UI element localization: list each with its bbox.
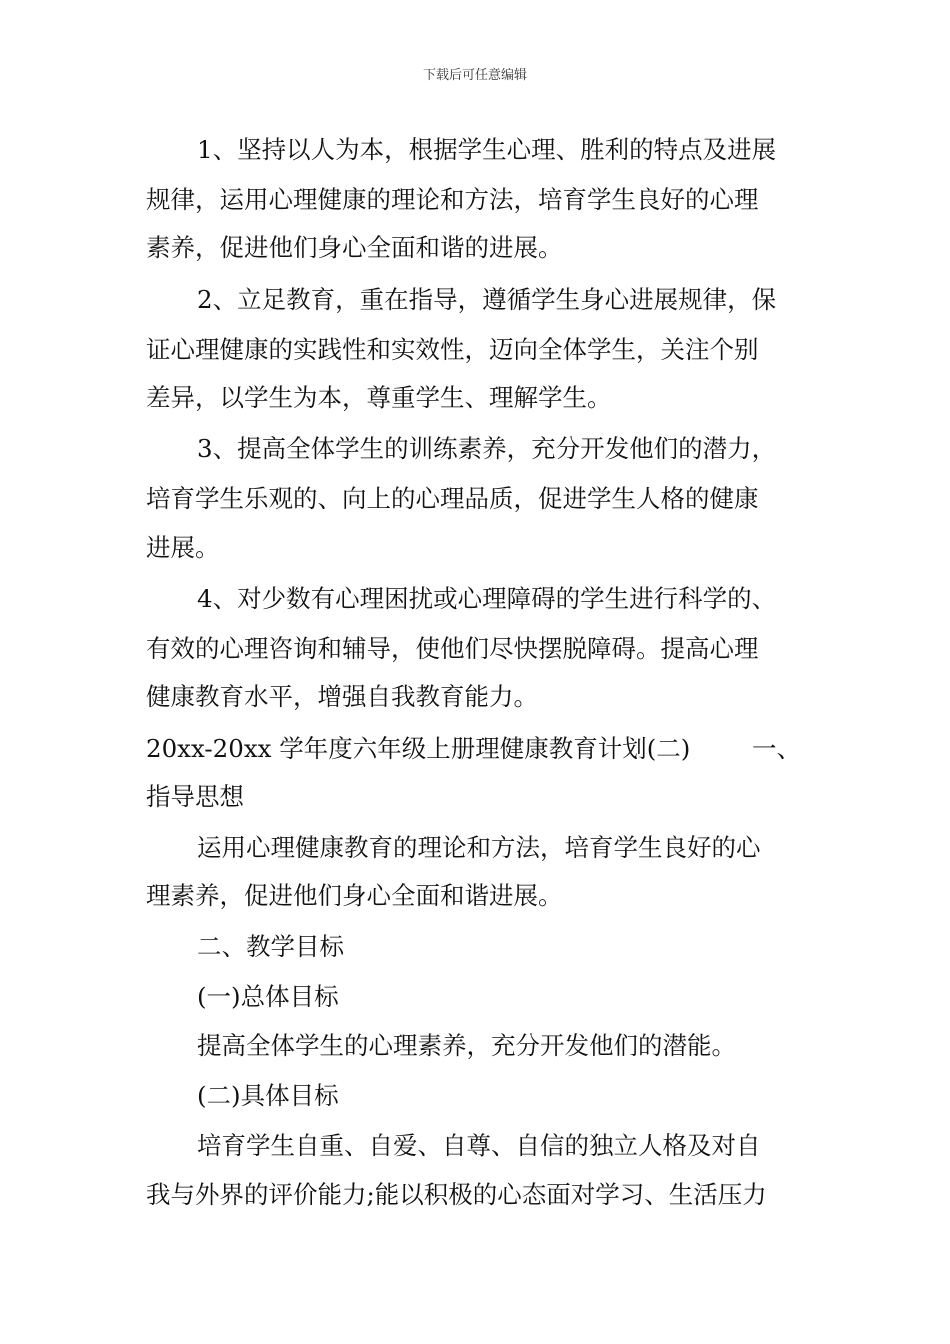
section-title: 20xx-20xx 学年度六年级上册理健康教育计划(二) <box>146 734 691 763</box>
section-heading: 二、教学目标 <box>197 932 344 961</box>
paragraph-line: 培育学生自重、自爱、自尊、自信的独立人格及对自 <box>197 1131 761 1160</box>
paragraph-line: 证心理健康的实践性和实效性，迈向全体学生，关注个别 <box>146 335 759 364</box>
paragraph-line: 我与外界的评价能力;能以积极的心态面对学习、生活压力 <box>146 1180 767 1209</box>
paragraph-line: 3、提高全体学生的训练素养，充分开发他们的潜力， <box>197 434 777 463</box>
paragraph-line: 培育学生乐观的、向上的心理品质，促进学生人格的健康 <box>146 484 759 513</box>
section-number: 一、 <box>752 734 801 763</box>
paragraph-line: 理素养，促进他们身心全面和谐进展。 <box>146 881 563 910</box>
subsection-heading: (一)总体目标 <box>197 982 339 1011</box>
paragraph-line: 规律，运用心理健康的理论和方法，培育学生良好的心理 <box>146 185 759 214</box>
paragraph-line: 1、坚持以人为本，根据学生心理、胜利的特点及进展 <box>197 135 777 164</box>
paragraph-line: 2、立足教育，重在指导，遵循学生身心进展规律，保 <box>197 285 777 314</box>
paragraph-line: 有效的心理咨询和辅导，使他们尽快摆脱障碍。提高心理 <box>146 634 759 663</box>
paragraph-line: 进展。 <box>146 533 220 562</box>
page-header: 下载后可任意编辑 <box>422 68 527 83</box>
paragraph-line: 差异，以学生为本，尊重学生、理解学生。 <box>146 383 612 412</box>
paragraph-line: 提高全体学生的心理素养，充分开发他们的潜能。 <box>197 1031 736 1060</box>
paragraph-line: 运用心理健康教育的理论和方法，培育学生良好的心 <box>197 833 761 862</box>
subsection-heading: (二)具体目标 <box>197 1081 339 1110</box>
paragraph-line: 素养，促进他们身心全面和谐的进展。 <box>146 233 563 262</box>
paragraph-line: 健康教育水平，增强自我教育能力。 <box>146 682 538 711</box>
section-heading: 指导思想 <box>146 782 244 811</box>
paragraph-line: 4、对少数有心理困扰或心理障碍的学生进行科学的、 <box>197 584 777 613</box>
